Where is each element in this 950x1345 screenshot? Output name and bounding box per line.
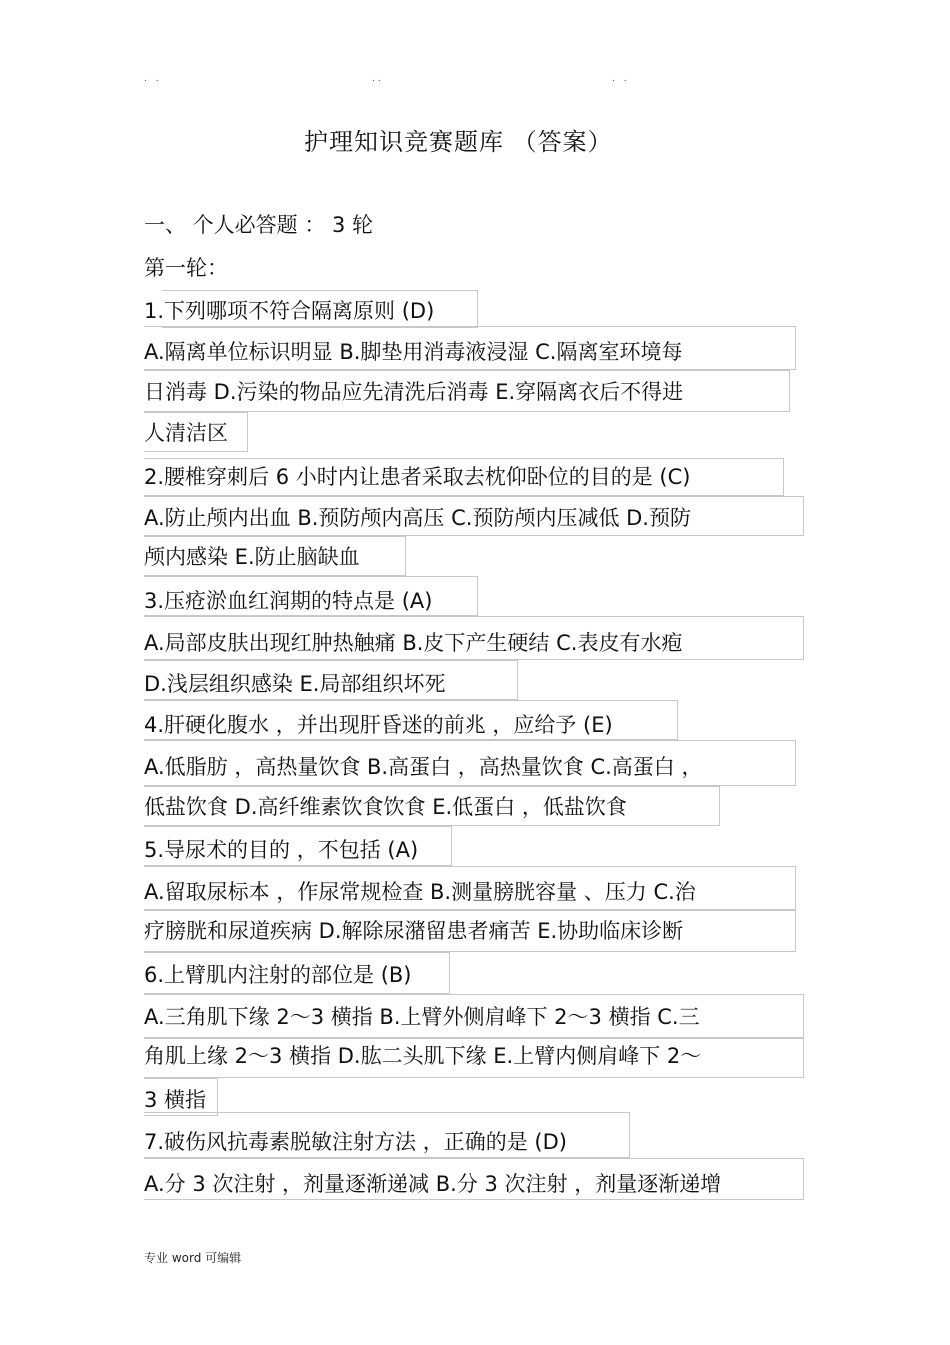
question-2: 2.腰椎穿刺后 6 小时内让患者采取去枕仰卧位的目的是 (C) — [144, 465, 691, 489]
header-mark-center: .. — [372, 74, 384, 84]
question-4-options: A.低脂肪 ，高热量饮食 B.高蛋白 ，高热量饮食 C.高蛋白 ， — [144, 755, 703, 779]
question-4: 4.肝硬化腹水 ，并出现肝昏迷的前兆 ，应给予 (E) — [144, 713, 613, 737]
question-6-options-cont: 3 横指 — [144, 1088, 207, 1112]
round-heading: 第一轮： — [144, 256, 228, 280]
page-footer: 专业 word 可编辑 — [144, 1251, 242, 1265]
question-2-options: A.防止颅内出血 B.预防颅内高压 C.预防颅内压减低 D.预防 — [144, 506, 691, 530]
question-7: 7.破伤风抗毒素脱敏注射方法 ，正确的是 (D) — [144, 1130, 567, 1154]
document-title: 护理知识竞赛题库 （答案） — [304, 128, 613, 156]
question-5-options-cont: 疗膀胱和尿道疾病 D.解除尿潴留患者痛苦 E.协助临床诊断 — [144, 919, 684, 943]
header-mark-left: . . — [144, 74, 162, 84]
question-1-options: A.隔离单位标识明显 B.脚垫用消毒液浸湿 C.隔离室环境每 — [144, 340, 683, 364]
question-2-options-cont: 颅内感染 E.防止脑缺血 — [144, 545, 360, 569]
question-7-options: A.分 3 次注射 ，剂量逐渐递减 B.分 3 次注射 ，剂量逐渐递增 — [144, 1172, 722, 1196]
question-3: 3.压疮淤血红润期的特点是 (A) — [144, 589, 433, 613]
question-3-options-cont: D.浅层组织感染 E.局部组织坏死 — [144, 672, 446, 696]
question-4-options-cont: 低盐饮食 D.高纤维素饮食饮食 E.低蛋白 ，低盐饮食 — [144, 795, 627, 819]
question-6-options-cont: 角肌上缘 2～3 横指 D.肱二头肌下缘 E.上臂内侧肩峰下 2～ — [144, 1044, 702, 1068]
question-6-options: A.三角肌下缘 2～3 横指 B.上臂外侧肩峰下 2～3 横指 C.三 — [144, 1005, 700, 1029]
question-3-options: A.局部皮肤出现红肿热触痛 B.皮下产生硬结 C.表皮有水疱 — [144, 631, 683, 655]
header-mark-right: . . — [612, 74, 630, 84]
section-heading: 一、 个人必答题 ： 3 轮 — [144, 213, 374, 237]
question-1-options-cont: 日消毒 D.污染的物品应先清洗后消毒 E.穿隔离衣后不得进 — [144, 380, 684, 404]
question-1: 1.下列哪项不符合隔离原则 (D) — [144, 299, 435, 323]
question-5: 5.导尿术的目的 ，不包括 (A) — [144, 838, 419, 862]
question-6: 6.上臂肌内注射的部位是 (B) — [144, 963, 412, 987]
question-5-options: A.留取尿标本 ，作尿常规检查 B.测量膀胱容量 、压力 C.治 — [144, 880, 696, 904]
question-1-options-cont: 人清洁区 — [144, 421, 228, 445]
